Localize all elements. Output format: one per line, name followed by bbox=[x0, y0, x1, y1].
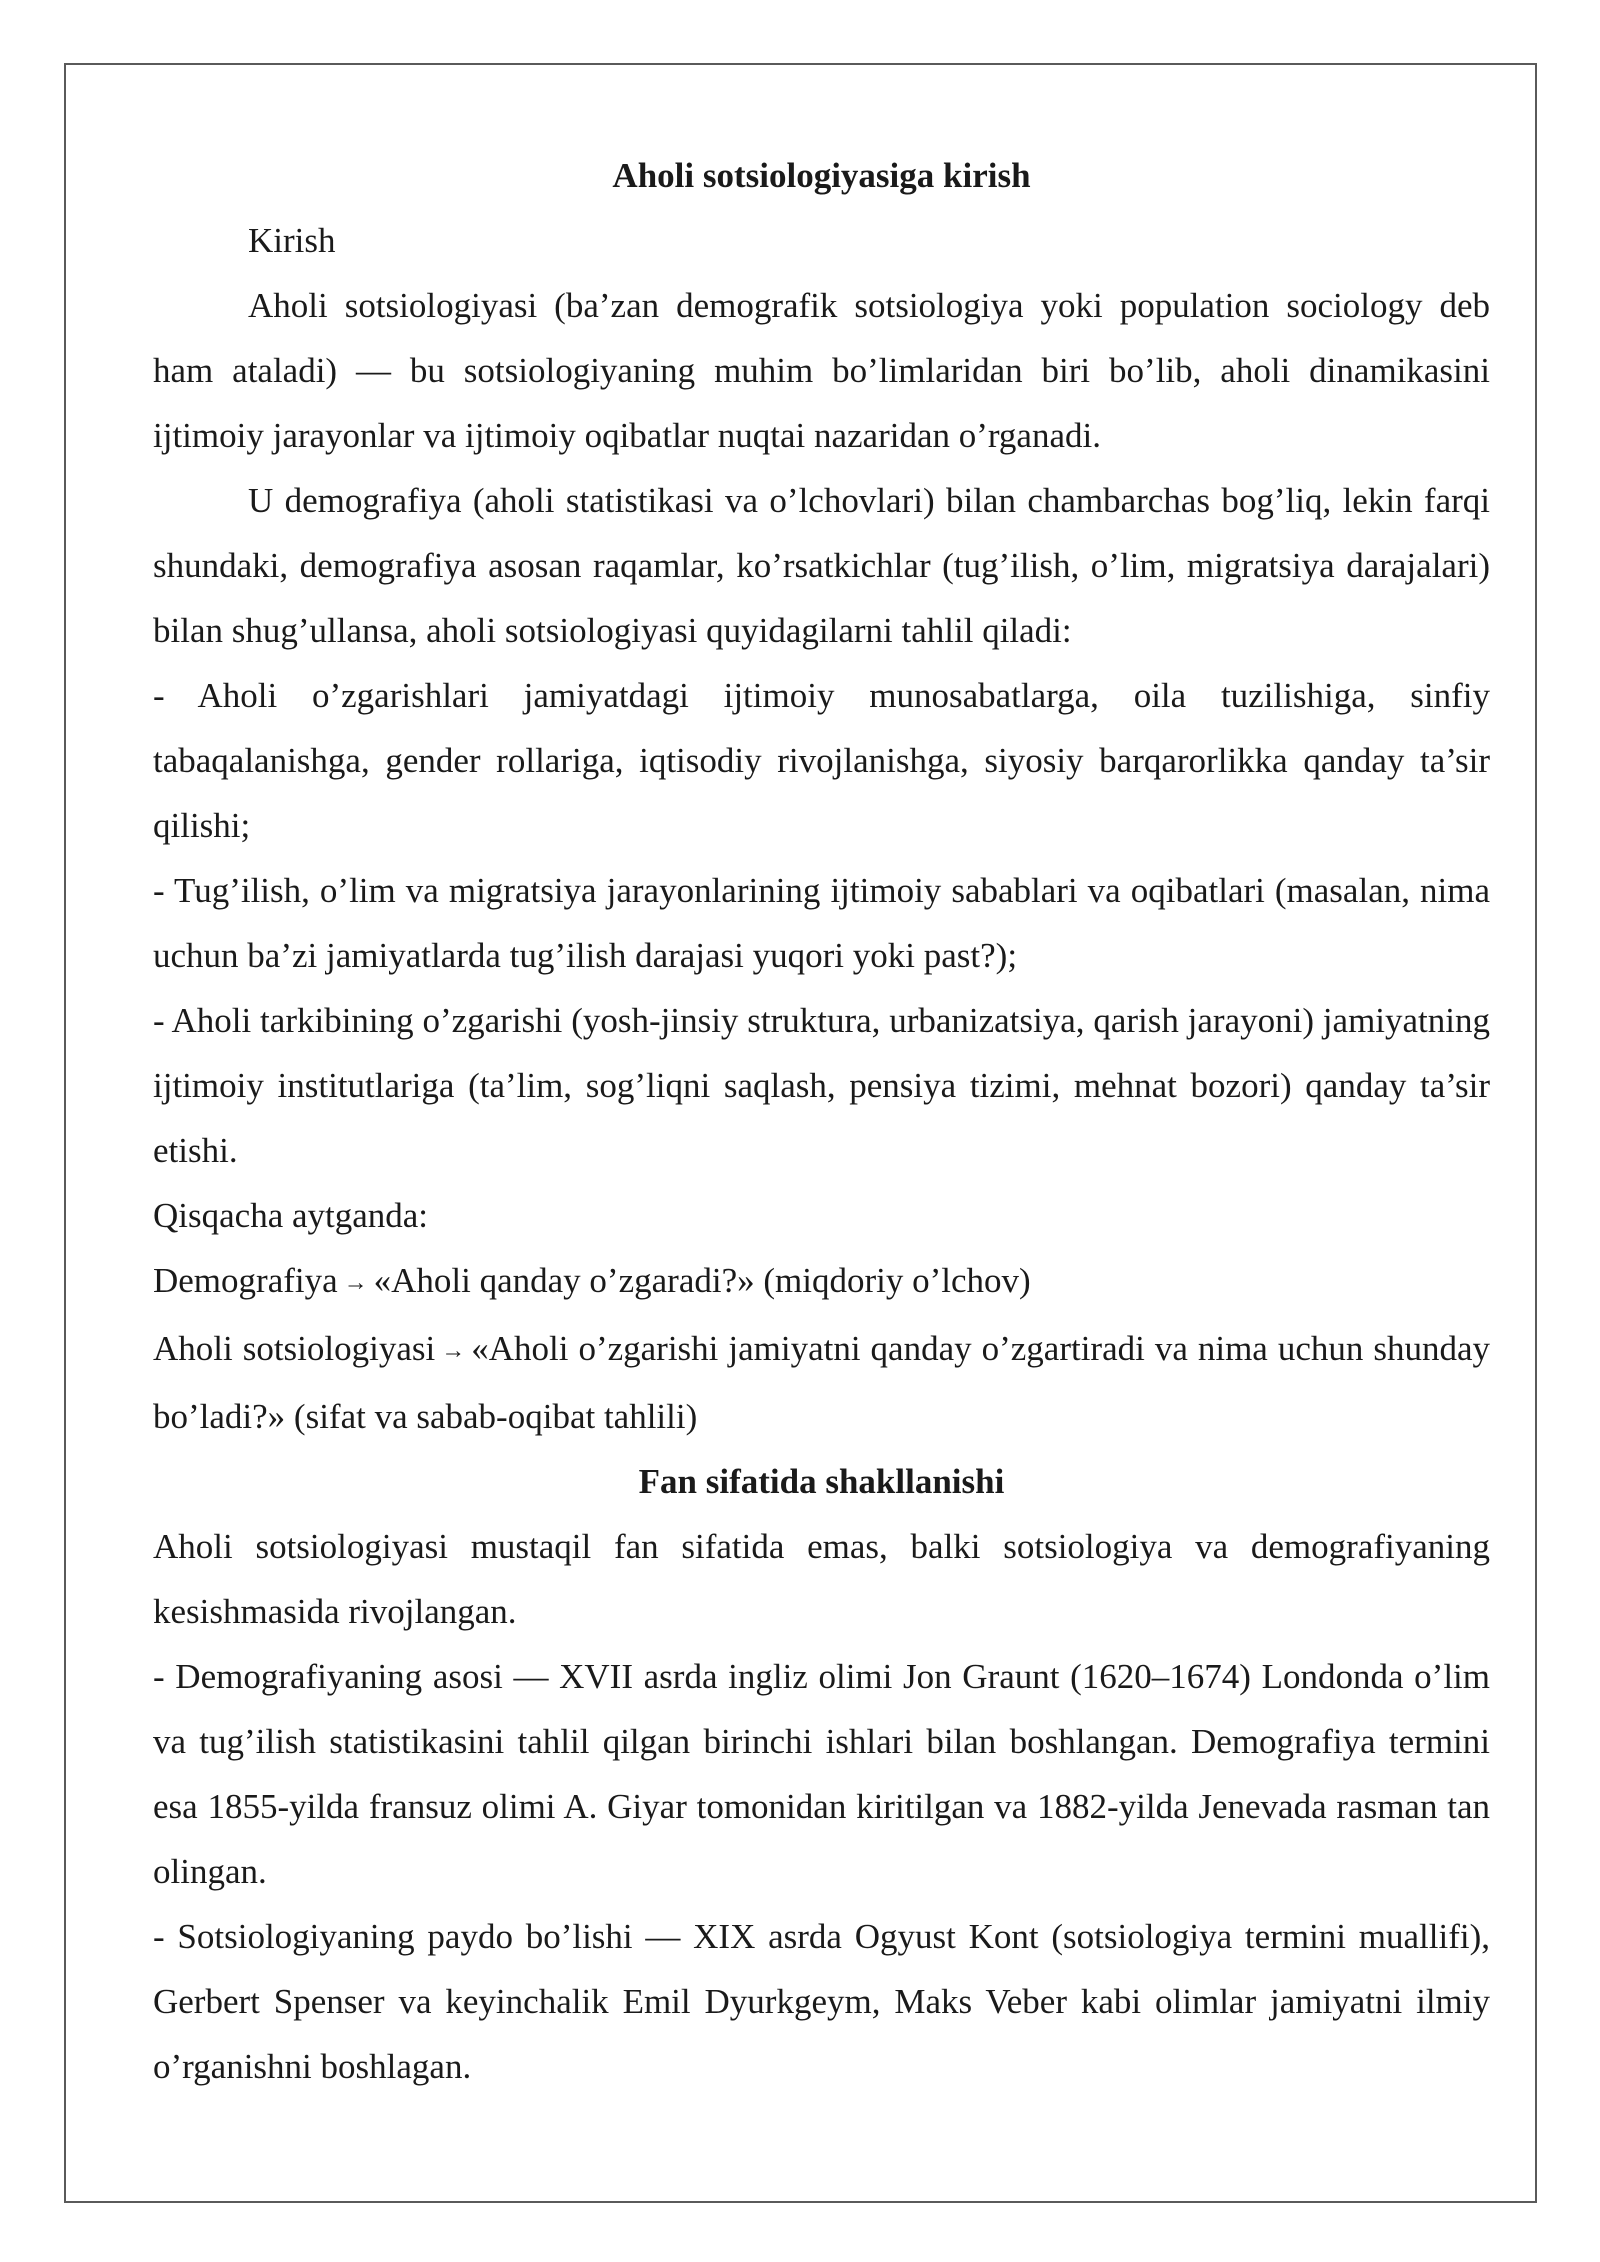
summary-label: Qisqacha aytganda: bbox=[153, 1196, 429, 1235]
summary-line-1 bbox=[153, 1248, 1490, 1316]
document-body bbox=[153, 143, 1490, 2099]
bullet-item-2: - Tug’ilish, o’lim va migratsiya jarayonlarining ijtimoiy sabablari va oqibatlari (masalan, nima uchun ba’zi jamiyatlarda tug’ilish darajasi yuqori yoki past?); bbox=[153, 871, 1490, 975]
intro-heading: Kirish bbox=[248, 221, 336, 260]
section-2-bullet-2: - Sotsiologiyaning paydo bo’lishi — XIX asrda Ogyust Kont (sotsiologiya termini muallifi), Gerbert Spenser va keyinchalik Emil Dyurkgeym, Maks Veber kabi olimlar jamiyatni ilmiy o’rganishni boshlagan. bbox=[153, 1917, 1490, 2086]
section-2-bullet-1: - Demografiyaning asosi — XVII asrda ingliz olimi Jon Graunt (1620–1674) Londonda o’lim va tug’ilish statistikasini tahlil qilgan birinchi ishlari bilan boshlangan. Demografiya termini esa 1855-yilda fransuz olimi A. Giyar tomonidan kiritilgan va 1882-yilda Jenevada rasman tan olingan. bbox=[153, 1657, 1490, 1891]
summary-1-text: «Aholi qanday o’zgaradi?» (miqdoriy o’lchov) bbox=[373, 1261, 1031, 1300]
bullet-item-1: - Aholi o’zgarishlari jamiyatdagi ijtimoiy munosabatlarga, oila tuzilishiga, sinfiy tabaqalanishga, gender rollariga, iqtisodiy rivojlanishga, siyosiy barqarorlikka qanday ta’sir qilishi; bbox=[153, 676, 1490, 845]
summary-2-term: Aholi sotsiologiyasi bbox=[153, 1329, 436, 1368]
summary-1-term: Demografiya bbox=[153, 1261, 338, 1300]
section-2-title: Fan sifatida shakllanishi bbox=[638, 1462, 1005, 1501]
section-2-paragraph: Aholi sotsiologiyasi mustaqil fan sifatida emas, balki sotsiologiya va demografiyaning kesishmasida rivojlangan. bbox=[153, 1527, 1490, 1631]
right-arrow-icon: → bbox=[441, 1338, 466, 1364]
right-arrow-icon: → bbox=[343, 1270, 368, 1296]
summary-2-text: «Aholi o’zgarishi jamiyatni qanday o’zgartiradi va nima uchun shunday bo’ladi?» (sifat va sabab-oqibat tahlili) bbox=[153, 1329, 1490, 1436]
bullet-item-3: - Aholi tarkibining o’zgarishi (yosh-jinsiy struktura, urbanizatsiya, qarish jarayoni) jamiyatning ijtimoiy institutlariga (ta’lim, sog’liqni saqlash, pensiya tizimi, mehnat bozori) qanday ta’sir etishi. bbox=[153, 1001, 1490, 1170]
paragraph-1: Aholi sotsiologiyasi (ba’zan demografik sotsiologiya yoki population sociology deb ham ataladi) — bu sotsiologiyaning muhim bo’limlaridan biri bo’lib, aholi dinamikasini ijtimoiy jarayonlar va ijtimoiy oqibatlar nuqtai nazaridan o’rganadi. bbox=[153, 286, 1490, 455]
document-title: Aholi sotsiologiyasiga kirish bbox=[612, 156, 1031, 195]
summary-line-2 bbox=[153, 1316, 1490, 1449]
paragraph-2: U demografiya (aholi statistikasi va o’lchovlari) bilan chambarchas bog’liq, lekin farqi shundaki, demografiya asosan raqamlar, ko’rsatkichlar (tug’ilish, o’lim, migratsiya darajalari) bilan shug’ullansa, aholi sotsiologiyasi quyidagilarni tahlil qiladi: bbox=[153, 481, 1490, 650]
